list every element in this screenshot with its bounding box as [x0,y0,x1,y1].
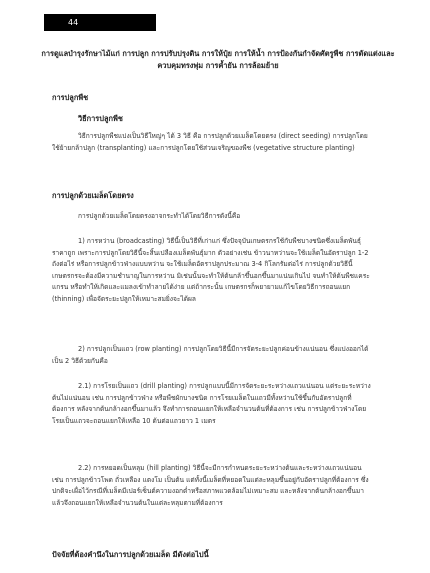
page-number: 44 [68,18,79,27]
heading-planting: การปลูกพืช [52,93,89,102]
heading-direct-seeding: การปลูกด้วยเมล็ดโดยตรง [52,191,134,200]
paragraph-row-planting: 2) การปลูกเป็นแถว (row planting) การปลูกโดยวิธีนี้มีการจัดระยะปลูกค่อนข้างแน่นอน ซึ่งแบ่งออกได้เป็น 2 วิธีด้วยกันคือ [52,345,369,365]
page-number-box [44,14,156,31]
heading-seeding-factors: ปัจจัยที่ต้องคำนึงในการปลูกด้วยเมล็ด มีดังต่อไปนี้ [52,550,209,559]
paragraph-broadcasting: 1) การหว่าน (broadcasting) วิธีนี้เป็นวิธีที่เก่าแก่ ซึ่งปัจจุบันเกษตรกรใช้กับพืชบางชนิดซึ่งเมล็ดพันธุ์ราคาถูก เพราะการปลูกโดยวิธีนี้จะสิ้นเปลืองเมล็ดพันธุ์มาก ตัวอย่างเช่น ข้าวนาหว่านจะใช้เมล็ดในอัตราปลูก 1-2 ถังต่อไร่ หรือการปลูกข้าวฟ่างแบบหว่าน จะใช้เมล็ดอัตราปลูกประมาณ 3-4 กิโลกรัมต่อไร่ การปลูกด้วยวิธีนี้เกษตรกรจะต้องมีความชำนาญในการหว่าน มิเช่นนั้นจะทำให้ต้นกล้าขึ้นอกขึ้นมาแน่นเกินไป จนทำให้ต้นพืชแคระแกรน หรือทำให้เกิดและแมลงเข้าทำลายได้ง่าย แต่ถ้ากระนั้น เกษตรกรก็พยายามแก้ไขโดยวิธีการถอนแยก (thinning) เพื่อจัดระยะปลูกให้เหมาะสมยิ่งจะได้ผล [52,237,370,303]
heading-planting-methods: วิธีการปลูกพืช [78,114,123,123]
page-title: การดูแลบำรุงรักษาไม้แก่ การปลูก การปรับปรุงดิน การให้ปุ๋ย การให้น้ำ การป้องกันกำจัดศัตรูพืช การตัดแต่งและควบคุมทรงพุ่ม การค้ำยัน การล้อมย้าย [41,49,395,70]
paragraph-drill-planting: 2.1) การโรยเป็นแถว (drill planting) การปลูกแบบนี้มีการจัดระยะระหว่างแถวแน่นอน แต่ระยะระหว่างต้นไม่แน่นอน เช่น การปลูกข้าวฟ่าง หรือพืชผักบางชนิด การโรยเมล็ดในแถวมีทั้งหว่านใช้ขึ้นกับอัตราปลูกที่ต้องการ หลังจากต้นกล้างอกขึ้นมาแล้ว จึงทำการถอนแยกให้เหลือจำนวนต้นที่ต้องการ เช่น การปลูกข้าวฟ่างโดยโรยเป็นแถวจะถอนแยกให้เหลือ 10 ต้นต่อแถวยาว 1 เมตร [52,382,371,425]
paragraph-planting-methods: วิธีการปลูกพืชแบ่งเป็นวิธีใหญ่ๆ ได้ 3 วิธี คือ การปลูกด้วยเมล็ดโดยตรง (direct seeding) การปลูกโดยใช้ย้ายกล้าปลูก (transplanting) และการปลูกโดยใช้ส่วนเจริญของพืช (vegetative structure planting) [52,132,368,152]
paragraph-hill-planting: 2.2) การหยอดเป็นหลุม (hill planting) วิธีนี้จะมีการกำหนดระยะระหว่างต้นและระหว่างแถวแน่นอน เช่น การปลูกข้าวโพด ถั่วเหลือง แตงโม เป็นต้น แต่ทั้งนี้เมล็ดที่หยอดในแต่ละหลุมขึ้นอยู่กับอัตราปลูกที่ต้องการ ซึ่งปกติจะเผื่อไว้กรณีที่เมล็ดมีเปอร์เซ็นต์ความงอกต่ำหรือสภาพแวดล้อมไม่เหมาะสม และหลังจากต้นกล้างอกขึ้นมาแล้วจึงถอนแยกให้เหลือจำนวนต้นในแต่ละหลุมตามที่ต้องการ [52,464,369,507]
paragraph-direct-seeding-intro: การปลูกด้วยเมล็ดโดยตรงอาจกระทำได้โดยวิธีการดังนี้คือ [78,212,241,220]
